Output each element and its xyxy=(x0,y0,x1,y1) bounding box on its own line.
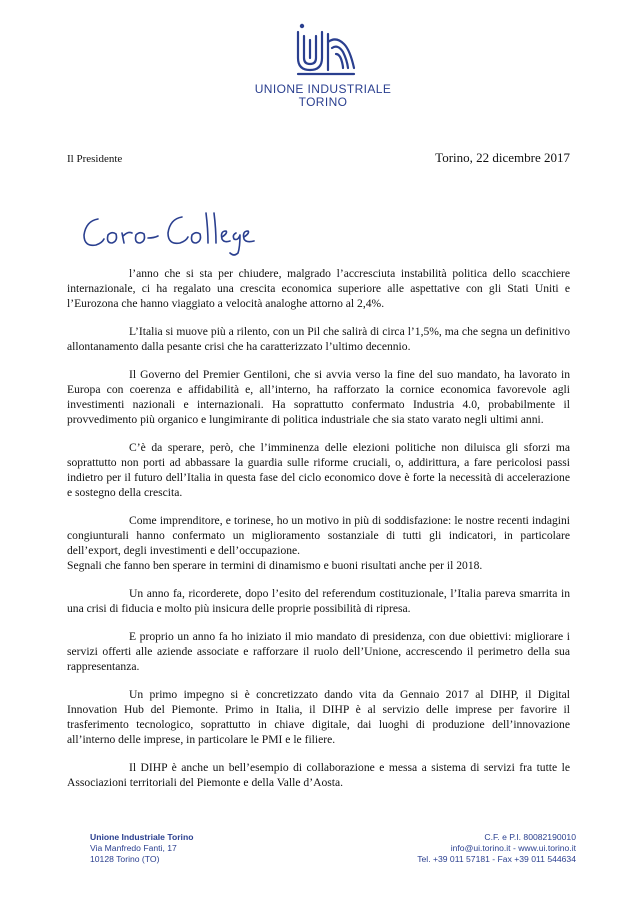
paragraph: Un anno fa, ricorderete, dopo l’esito del referendum costituzionale, l’Italia pareva smarrita in una crisi di fiducia e molto più insicura delle proprie possibilità di ripresa. xyxy=(67,587,570,615)
footer-tax-code: C.F. e P.I. 80082190010 xyxy=(484,832,576,842)
paragraph: E proprio un anno fa ho iniziato il mio mandato di presidenza, con due obiettivi: migliorare i servizi offerti alle aziende associate e rafforzare il ruolo dell’Unione, accrescendo il perimetro della sua rappresentanza. xyxy=(67,630,570,673)
paragraph: L’Italia si muove più a rilento, con un Pil che salirà di circa l’1,5%, ma che segna un definitivo allontanamento dalla pesante crisi che ha caratterizzato l’ultimo decennio. xyxy=(67,325,570,353)
footer-city: 10128 Torino (TO) xyxy=(90,854,160,864)
paragraph: C’è da sperare, però, che l’imminenza delle elezioni politiche non diluisca gli sforzi ma soprattutto non porti ad abbassare la guardia sulle riforme cruciali, o, addirittura, a fare pericolosi passi indietro per il futuro dell’Italia in questa fase del ciclo economico dove è forte la necessità di accelerazione e sostegno della crescita. xyxy=(67,441,570,499)
unione-industriale-emblem-icon xyxy=(288,22,358,80)
paragraph: Un primo impegno si è concretizzato dando vita da Gennaio 2017 al DIHP, il Digital Innovation Hub del Piemonte. Primo in Italia, il DIHP è al servizio delle imprese per favorire il trasferimento tecnologico, soprattutto in chiave digitale, dai luoghi di produzione dell’innovazione all’interno delle imprese, in particolare le PMI e le filiere. xyxy=(67,688,570,746)
paragraph: Segnali che fanno ben sperare in termini di dinamismo e buoni risultati anche per il 2018. xyxy=(67,559,483,572)
footer-org-name: Unione Industriale Torino xyxy=(90,832,194,842)
paragraph: Il DIHP è anche un bell’esempio di collaborazione e messa a sistema di servizi fra tutte le Associazioni territoriali del Piemonte e della Valle d’Aosta. xyxy=(67,761,570,789)
sender-role: Il Presidente xyxy=(67,153,123,165)
footer-phone: Tel. +39 011 57181 - Fax +39 011 544634 xyxy=(417,854,576,864)
letter-body xyxy=(67,266,570,803)
letterhead-org-line2: TORINO xyxy=(298,95,348,109)
paragraph: Come imprenditore, e torinese, ho un motivo in più di soddisfazione: le nostre recenti indagini congiunturali hanno confermato un miglioramento sostanziale di tutti gli indicatori, in particolare dell’export, degli investimenti e dell’occupazione. xyxy=(67,514,570,557)
footer-address: Via Manfredo Fanti, 17 xyxy=(90,843,177,853)
letterhead-org-line1: UNIONE INDUSTRIALE xyxy=(254,82,392,96)
place-date: Torino, 22 dicembre 2017 xyxy=(435,150,570,165)
paragraph: l’anno che si sta per chiudere, malgrado l’accresciuta instabilità politica dello scacchiere internazionale, ci ha regalato una crescita economica superiore alle aspettative con gli Stati Uniti e l’Eurozona che hanno viaggiato a velocità analoghe attorno al 2,4%. xyxy=(67,267,570,310)
handwritten-salutation-signature xyxy=(78,205,258,257)
letterhead-logo xyxy=(248,22,398,109)
paragraph: Il Governo del Premier Gentiloni, che si avvia verso la fine del suo mandato, ha lavorato in Europa con coerenza e affidabilità e, all’interno, ha rafforzato la cornice economica favorevole agli investimenti nazionali e internazionali. Ha soprattutto confermato Industria 4.0, probabilmente il provvedimento più organico e lungimirante di politica industriale che sia stato varato negli ultimi anni. xyxy=(67,368,570,426)
footer-contacts: info@ui.torino.it - www.ui.torino.it xyxy=(450,843,576,853)
